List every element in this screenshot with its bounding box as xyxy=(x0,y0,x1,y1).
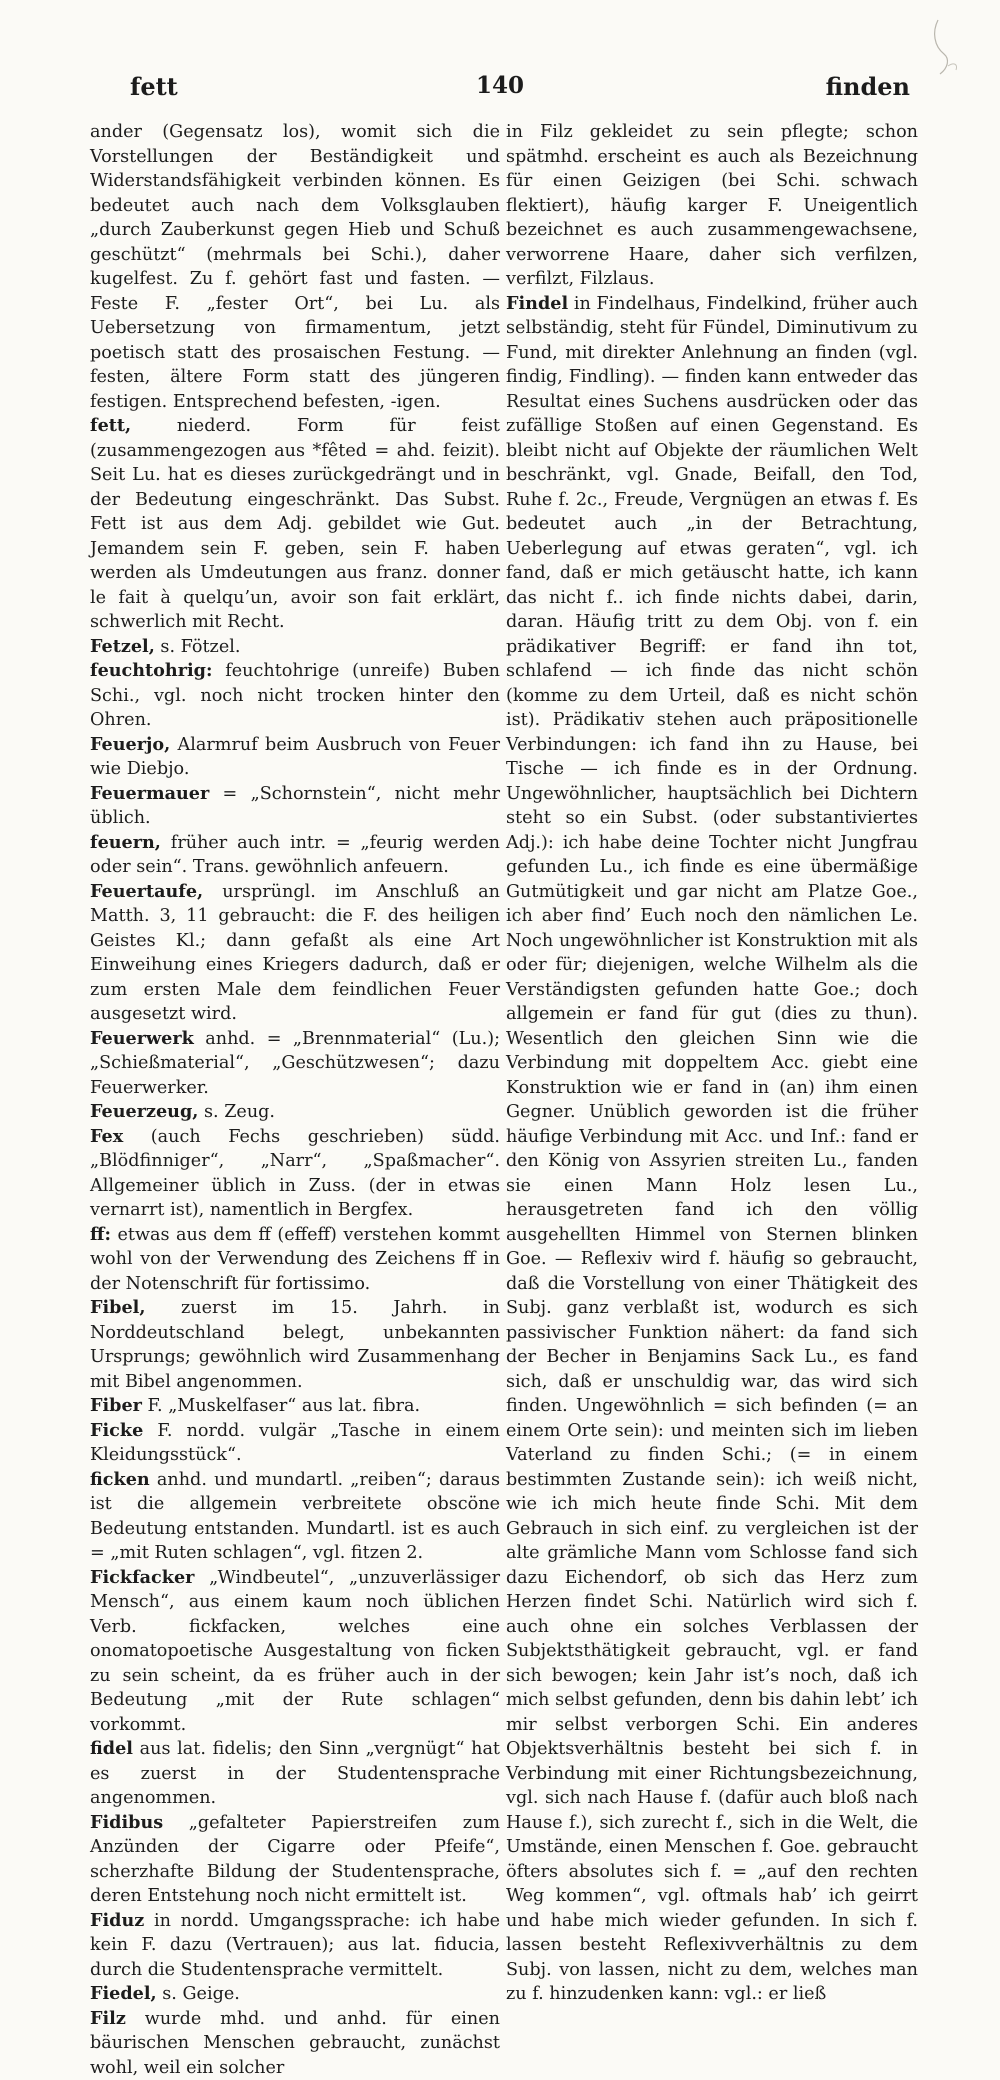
entry-text: niederd. Form für feist (zusammengezogen aus *fêted = ahd. feizit). Seit Lu. hat es dieses zurückgedrängt und in der Bedeutung eingeschränkt. Das Subst. Fett ist aus dem Adj. gebildet wie Gut. Jemandem sein F. geben, sein F. haben werden als Umdeutungen aus franz. donner le fait à quelqu’un, avoir son fait erklärt, schwerlich mit Recht. xyxy=(90,416,500,632)
entry-text: wurde mhd. und anhd. für einen bäurischen Menschen gebraucht, zunächst wohl, weil ein solcher xyxy=(90,2009,500,2078)
dictionary-entry xyxy=(90,2007,500,2080)
dictionary-entry xyxy=(90,1566,500,1738)
entry-text: aus lat. fidelis; den Sinn „vergnügt“ hat es zuerst in der Studentensprache angenommen. xyxy=(90,1739,500,1808)
entry-text: Alarmruf beim Ausbruch von Feuer wie Diebjo. xyxy=(90,735,500,780)
entry-lemma: Fidibus xyxy=(90,1812,163,1833)
left-column xyxy=(90,120,500,1500)
dictionary-entry xyxy=(506,292,918,2007)
entry-text: ander (Gegensatz los), womit sich die Vorstellungen der Beständigkeit und Widerstandsfähigkeit verbinden können. Es bedeutet auch nach dem Volksglauben „durch Zauberkunst gegen Hieb und Schuß geschützt“ (mehrmals bei Schi.), daher kugelfest. Zu f. gehört fast und fasten. — Feste F. „fester Ort“, bei Lu. als Uebersetzung von firmamentum, jetzt poetisch statt des prosaischen Festung. — festen, ältere Form statt des jüngeren festigen. Entsprechend befesten, -igen. xyxy=(90,122,500,412)
entry-text: s. Zeug. xyxy=(198,1102,275,1122)
page-number: 140 xyxy=(90,72,910,99)
entry-text: „gefalteter Papierstreifen zum Anzünden der Cigarre oder Pfeife“, scherzhafte Bildung der Studentensprache, deren Entstehung noch nicht ermittelt ist. xyxy=(90,1813,500,1907)
header-left-word: fett xyxy=(130,72,178,101)
page-header xyxy=(90,72,910,112)
entry-text: in Filz gekleidet zu sein pflegte; schon spätmhd. erscheint es auch als Bezeichnung für einen Geizigen (bei Schi. schwach flektiert), häufig karger F. Uneigentlich bezeichnet es auch zusammengewachsene, verworrene Haare, daher sich verfilzen, verfilzt, Filzlaus. xyxy=(506,122,918,289)
entry-lemma: Ficke xyxy=(90,1420,143,1441)
dictionary-entry xyxy=(506,120,918,292)
entry-lemma: ficken xyxy=(90,1469,150,1490)
entry-text: ursprüngl. im Anschluß an Matth. 3, 11 gebraucht: die F. des heiligen Geistes Kl.; dann gefaßt als eine Art Einweihung eines Kriegers dadurch, daß er zum ersten Male dem feindlichen Feuer ausgesetzt wird. xyxy=(90,882,500,1025)
dictionary-entry xyxy=(90,414,500,635)
entry-text: „Windbeutel“, „unzuverlässiger Mensch“, aus einem kaum noch üblichen Verb. fickfacken, welches eine onomatopoetische Ausgestaltung von ficken zu sein scheint, da es früher auch in der Bedeutung „mit der Rute schlagen“ vorkommt. xyxy=(90,1568,500,1735)
dictionary-entry xyxy=(90,1223,500,1297)
entry-lemma: Feuerwerk xyxy=(90,1028,194,1049)
entry-lemma: Fiber xyxy=(90,1395,142,1416)
entry-lemma: feuchtohrig: xyxy=(90,660,212,681)
entry-text: feuchtohrige (unreife) Buben Schi., vgl. noch nicht trocken hinter den Ohren. xyxy=(90,661,500,730)
dictionary-entry xyxy=(90,120,500,414)
entry-text: früher auch intr. = „feurig werden oder sein“. Trans. gewöhnlich anfeuern. xyxy=(90,833,500,878)
entry-lemma: Fiedel, xyxy=(90,1983,157,2004)
dictionary-entry xyxy=(90,880,500,1027)
entry-lemma: Filz xyxy=(90,2008,126,2029)
entry-lemma: Fibel, xyxy=(90,1297,145,1318)
entry-text: s. Fötzel. xyxy=(155,637,241,657)
dictionary-entry xyxy=(90,1296,500,1394)
entry-lemma: feuern, xyxy=(90,832,161,853)
dictionary-entry xyxy=(90,1737,500,1811)
dictionary-entry xyxy=(90,1100,500,1125)
dictionary-entry xyxy=(90,635,500,660)
dictionary-entry xyxy=(90,1909,500,1983)
entry-text: F. „Muskelfaser“ aus lat. fibra. xyxy=(142,1396,420,1416)
dictionary-entry xyxy=(90,1125,500,1223)
entry-text: anhd. und mundartl. „reiben“; daraus ist die allgemein verbreitete obscöne Bedeutung entstanden. Mundartl. ist es auch = „mit Ruten schlagen“, vgl. fitzen 2. xyxy=(90,1470,500,1564)
entry-lemma: Fetzel, xyxy=(90,636,155,657)
dictionary-entry xyxy=(90,1982,500,2007)
right-column xyxy=(506,120,918,1500)
entry-lemma: Fickfacker xyxy=(90,1567,194,1588)
entry-text: in Findelhaus, Findelkind, früher auch selbständig, steht für Fündel, Diminutivum zu Fund, mit direkter Anlehnung an finden (vgl. findig, Findling). — finden kann entweder das Resultat eines Suchens ausdrücken oder das zufällige Stoßen auf einen Gegenstand. Es bleibt nicht auf Objekte der räumlichen Welt beschränkt, vgl. Gnade, Beifall, den Tod, Ruhe f. 2c., Freude, Vergnügen an etwas f. Es bedeutet auch „in der Betrachtung, Ueberlegung auf etwas geraten“, vgl. ich fand, daß er mich getäuscht hatte, ich kann das nicht f.. ich finde nichts dabei, darin, daran. Häufig tritt zu dem Obj. von f. ein prädikativer Begriff: er fand ihn tot, schlafend — ich finde das nicht schön (komme zu dem Urteil, daß es nicht schön ist). Prädikativ stehen auch präpositionelle Verbindungen: ich fand ihn zu Hause, bei Tische — ich finde es in der Ordnung. Ungewöhnlicher, hauptsächlich bei Dichtern steht so ein Subst. (oder substantiviertes Adj.): ich habe deine Tochter nicht Jungfrau gefunden Lu., ich finde es eine übermäßige Gutmütigkeit und gar nicht am Platze Goe., ich aber find’ Euch noch den nämlichen Le. Noch ungewöhnlicher ist Konstruktion mit als oder für; diejenigen, welche Wilhelm als die Verständigsten gefunden hatte Goe.; doch allgemein er fand für gut (dies zu thun). Wesentlich den gleichen Sinn wie die Verbindung mit doppeltem Acc. giebt eine Konstruktion wie er fand in (an) ihm einen Gegner. Unüblich geworden ist die früher häufige Verbindung mit Acc. und Inf.: fand er den König von Assyrien streiten Lu., fanden sie einen Mann Holz lesen Lu., herausgetreten fand ich den völlig ausgehellten Himmel von Sternen blinken Goe. — Reflexiv wird f. häufig so gebraucht, daß die Vorstellung von einer Thätigkeit des Subj. ganz verblaßt ist, wodurch es sich passivischer Funktion nähert: da fand sich der Becher in Benjamins Sack Lu., es fand sich, daß er unschuldig war, das wird sich finden. Ungewöhnlich = sich befinden (= an einem Orte sein): und meinten sich im lieben Vaterland zu finden Schi.; (= in einem bestimmten Zustande sein): ich weiß nicht, wie ich mich heute finde Schi. Mit dem Gebrauch in sich einf. zu vergleichen ist der alte grämliche Mann vom Schlosse fand sich dazu Eichendorf, ob sich das Herz zum Herzen findet Schi. Natürlich wird sich f. auch ohne ein solches Verblassen der Subjektsthätigkeit gebraucht, vgl. er fand sich bewogen; kein Jahr ist’s noch, daß ich mich selbst gefunden, denn bis dahin lebt’ ich mir selbst verborgen Schi. Ein anderes Objektsverhältnis besteht bei sich f. in Verbindung mit einer Richtungsbezeichnung, vgl. sich nach Hause f. (dafür auch bloß nach Hause f.), sich zurecht f., sich in die Welt, die Umstände, einen Menschen f. Goe. gebraucht öfters absolutes sich f. = „auf den rechten Weg kommen“, vgl. oftmals hab’ ich geirrt und habe mich wieder gefunden. In sich f. lassen besteht Reflexivverhältnis zu dem Subj. von lassen, nicht zu dem, welches man zu f. hinzudenken kann: vgl.: er ließ xyxy=(506,294,918,2005)
entry-lemma: Feuerjo, xyxy=(90,734,170,755)
pen-mark-icon xyxy=(930,18,964,78)
dictionary-entry xyxy=(90,1419,500,1468)
entry-text: zuerst im 15. Jahrh. in Norddeutschland belegt, unbekannten Ursprungs; gewöhnlich wird Zusammenhang mit Bibel angenommen. xyxy=(90,1298,500,1392)
entry-text: (auch Fechs geschrieben) südd. „Blödfinniger“, „Narr“, „Spaßmacher“. Allgemeiner üblich in Zuss. (der in etwas vernarrt ist), namentlich in Bergfex. xyxy=(90,1127,500,1221)
entry-lemma: Fex xyxy=(90,1126,123,1147)
entry-text: etwas aus dem ff (effeff) verstehen kommt wohl von der Verwendung des Zeichens ff in der Notenschrift für fortissimo. xyxy=(90,1225,500,1294)
entry-lemma: Feuertaufe, xyxy=(90,881,203,902)
entry-lemma: Feuermauer xyxy=(90,783,209,804)
entry-text: s. Geige. xyxy=(157,1984,240,2004)
entry-lemma: fett, xyxy=(90,415,131,436)
dictionary-entry xyxy=(90,1027,500,1101)
dictionary-entry xyxy=(90,659,500,733)
header-right-word: finden xyxy=(826,72,910,101)
dictionary-entry xyxy=(90,1468,500,1566)
entry-lemma: ff: xyxy=(90,1224,111,1245)
entry-text: anhd. = „Brennmaterial“ (Lu.); „Schießmaterial“, „Geschützwesen“; dazu Feuerwerker. xyxy=(90,1029,500,1098)
entry-lemma: fidel xyxy=(90,1738,133,1759)
entry-lemma: Fiduz xyxy=(90,1910,144,1931)
dictionary-entry xyxy=(90,831,500,880)
entry-text: in nordd. Umgangssprache: ich habe kein F. dazu (Vertrauen); aus lat. fiducia, durch die Studentensprache vermittelt. xyxy=(90,1911,500,1980)
dictionary-entry xyxy=(90,782,500,831)
entry-text: F. nordd. vulgär „Tasche in einem Kleidungsstück“. xyxy=(90,1421,500,1466)
entry-lemma: Feuerzeug, xyxy=(90,1101,198,1122)
entry-lemma: Findel xyxy=(506,293,568,314)
dictionary-entry xyxy=(90,733,500,782)
dictionary-entry xyxy=(90,1394,500,1419)
entry-text: = „Schornstein“, nicht mehr üblich. xyxy=(90,784,500,829)
dictionary-entry xyxy=(90,1811,500,1909)
